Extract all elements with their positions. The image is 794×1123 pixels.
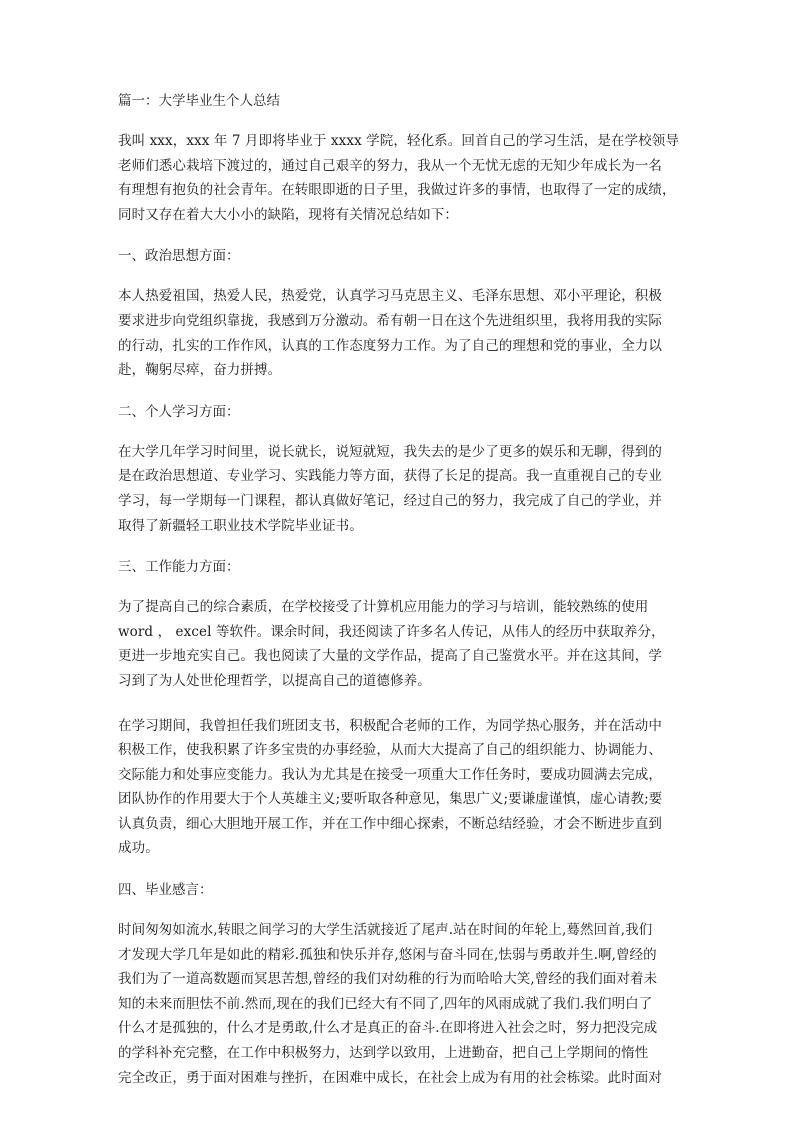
- text-line: 本人热爱祖国，热爱人民，热爱党，认真学习马克思主义、毛泽东思想、邓小平理论，积极: [118, 288, 662, 305]
- text-line: 有理想有抱负的社会青年。在转眼即逝的日子里，我做过许多的事情，也取得了一定的成绩，: [118, 182, 676, 199]
- text-line: 知的未来而胆怯不前.然而,现在的我们已经大有不同了,四年的风雨成就了我们.我们明白了: [118, 995, 653, 1012]
- section-heading-graduation: 四、毕业感言：: [118, 882, 213, 899]
- document-title: 篇一：大学毕业生个人总结: [118, 93, 280, 109]
- section-heading-work: 三、工作能力方面：: [118, 559, 240, 576]
- work-paragraph-2: [118, 714, 680, 862]
- text-line: 我们为了一道高数题而冥思苦想,曾经的我们对幼稚的行为而哈哈大笑,曾经的我们面对着未: [118, 971, 658, 988]
- text-line: 积极工作，使我积累了许多宝贵的办事经验，从而大大提高了自己的组织能力、协调能力、: [118, 742, 662, 759]
- text-line: 我叫 xxx，xxx 年 7 月即将毕业于 xxxx 学院，轻化系。回首自己的学习生活，是在学校领导: [118, 133, 679, 149]
- text-line: 学习，每一学期每一门课程，都认真做好笔记，经过自己的努力，我完成了自己的学业，并: [118, 492, 662, 509]
- text-line: 认真负责，细心大胆地开展工作，并在工作中细心探索，不断总结经验，才会不断进步直到: [118, 815, 662, 832]
- text-line: 要求进步向党组织靠拢，我感到万分激动。希有朝一日在这个先进组织里，我将用我的实际: [118, 312, 662, 329]
- text-line: 赴，鞠躬尽瘁，奋力拼搏。: [118, 362, 282, 379]
- study-paragraph: [118, 440, 680, 538]
- text-line: word ， excel 等软件。课余时间，我还阅读了许多名人传记，从伟人的经历中获取养分，: [118, 623, 665, 640]
- text-line: 团队协作的作用要大于个人英雄主义;要听取各种意见，集思广义;要谦虚谨慎，虚心请教;要: [118, 791, 663, 808]
- text-line: 更进一步地充实自己。我也阅读了大量的文学作品，提高了自己鉴赏水平。并在这其间，学: [118, 648, 662, 665]
- text-line: 才发现大学几年是如此的精彩.孤独和快乐并存,悠闲与奋斗同在,怯弱与勇敢并生.啊,曾经的: [118, 946, 657, 963]
- text-line: 成功。: [118, 840, 159, 857]
- text-line: 老师们悉心栽培下渡过的，通过自己艰辛的努力，我从一个无忧无虑的无知少年成长为一名: [118, 157, 662, 174]
- intro-paragraph: [118, 129, 680, 227]
- text-line: 是在政治思想道、专业学习、实践能力等方面，获得了长足的提高。我一直重视自己的专业: [118, 468, 662, 485]
- text-line: 取得了新疆轻工职业技术学院毕业证书。: [118, 517, 363, 534]
- text-line: 习到了为人处世伦理哲学，以提高自己的道德修养。: [118, 672, 431, 689]
- text-line: 同时又存在着大大小小的缺陷，现将有关情况总结如下：: [118, 206, 458, 223]
- politics-paragraph: [118, 284, 680, 382]
- text-line: 的行动，扎实的工作作风，认真的工作态度努力工作。为了自己的理想和党的事业，全力以: [118, 337, 662, 354]
- text-line: 在学习期间，我曾担任我们班团支书，积极配合老师的工作，为同学热心服务，并在活动中: [118, 717, 662, 734]
- text-line: 在大学几年学习时间里，说长就长，说短就短，我失去的是少了更多的娱乐和无聊，得到的: [118, 443, 662, 460]
- graduation-paragraph: [118, 918, 680, 1090]
- work-paragraph-1: [118, 595, 680, 693]
- section-heading-politics: 一、政治思想方面：: [118, 248, 240, 265]
- text-line: 交际能力和处事应变能力。我认为尤其是在接受一项重大工作任务时，要成功圆满去完成，: [118, 766, 662, 783]
- text-line: 时间匆匆如流水,转眼之间学习的大学生活就接近了尾声.站在时间的年轮上,蓦然回首,我们: [118, 922, 653, 939]
- text-line: 什么才是孤独的，什么才是勇敢,什么才是真正的奋斗.在即将进入社会之时，努力把没完成: [118, 1020, 658, 1037]
- text-line: 的学科补充完整，在工作中积极努力，达到学以致用，上进勤奋，把自己上学期间的惰性: [118, 1045, 649, 1062]
- document-page: [118, 92, 680, 1110]
- section-heading-study: 二、个人学习方面：: [118, 403, 240, 420]
- text-line: 为了提高自己的综合素质，在学校接受了计算机应用能力的学习与培训，能较熟练的使用: [118, 599, 649, 616]
- text-line: 完全改正，勇于面对困难与挫折，在困难中成长，在社会上成为有用的社会栋梁。此时面对: [118, 1069, 662, 1086]
